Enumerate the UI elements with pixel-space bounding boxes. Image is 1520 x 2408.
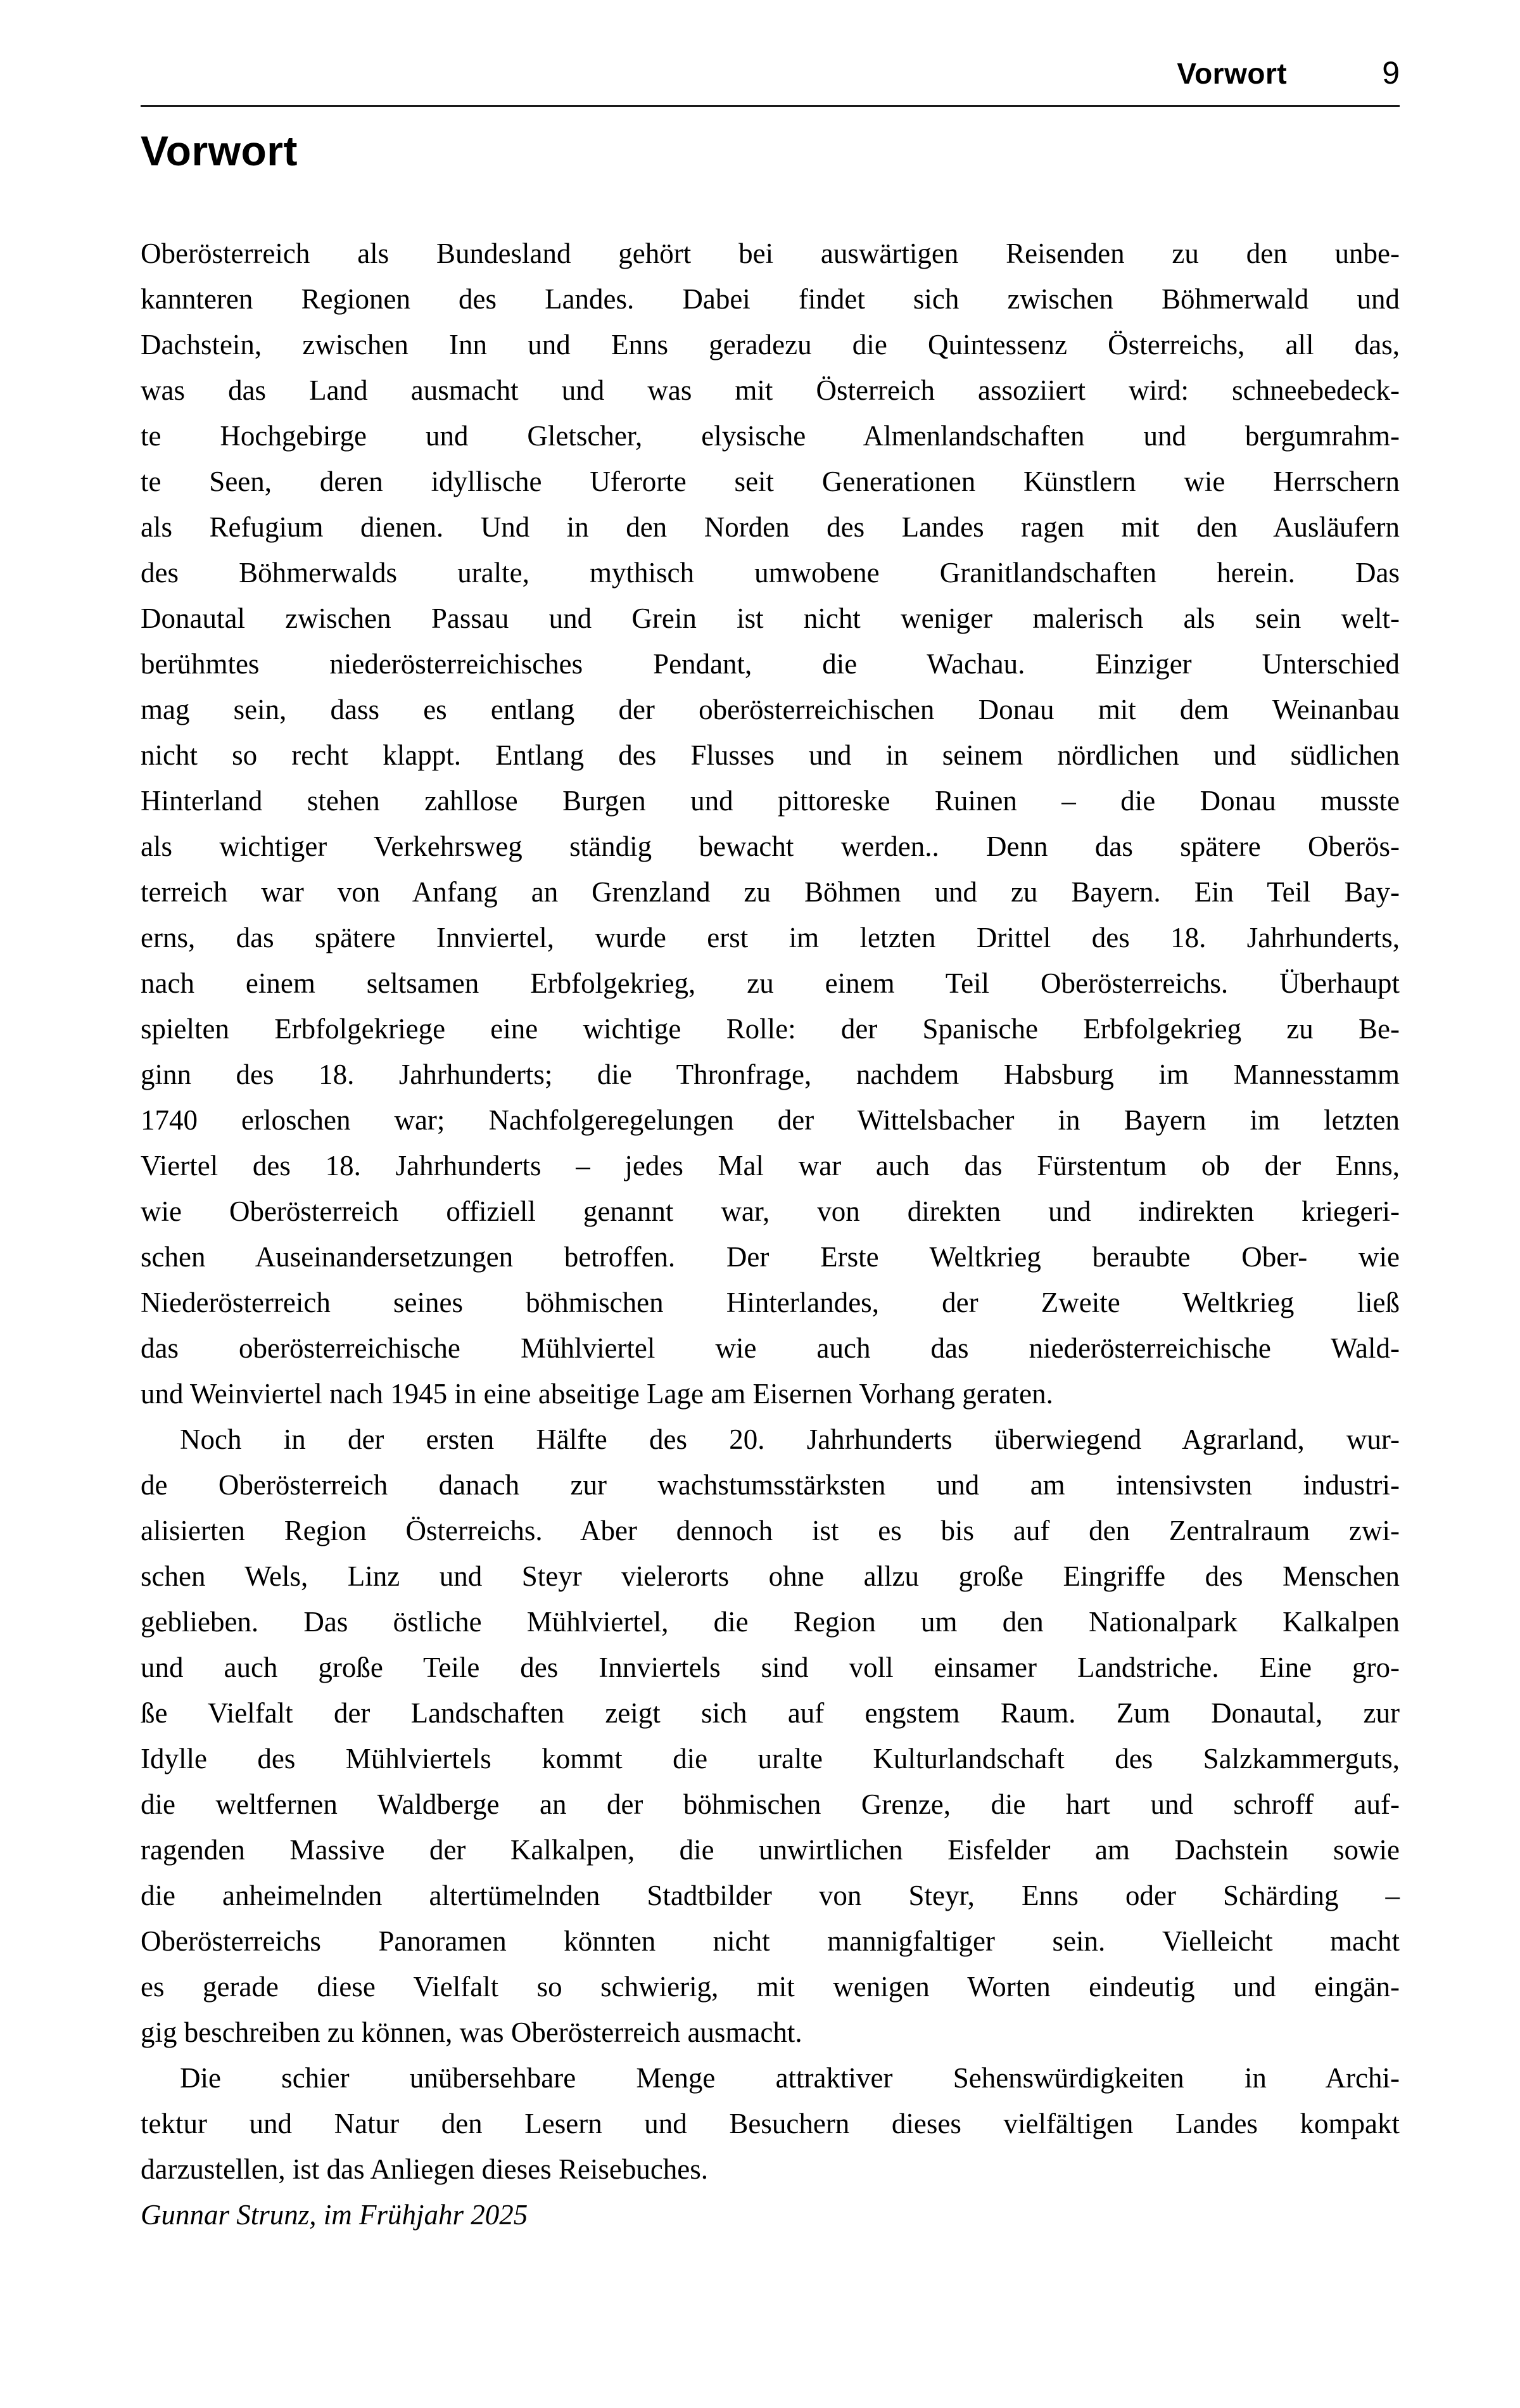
text-line: und auch große Teile des Innviertels sind voll einsamer Landstriche. Eine gro- [141,1652,1400,1683]
text-line: nicht so recht klappt. Entlang des Flusses und in seinem nördlichen und südlichen [141,739,1400,771]
text-line: erns, das spätere Innviertel, wurde erst im letzten Drittel des 18. Jahrhunderts, [141,922,1400,953]
header-rule [141,105,1400,107]
text-line: terreich war von Anfang an Grenzland zu Böhmen und zu Bayern. Ein Teil Bay- [141,876,1400,908]
text-line: und Weinviertel nach 1945 in eine abseitige Lage am Eisernen Vorhang geraten. [141,1378,1053,1410]
paragraph [141,231,1400,1417]
text-line: darzustellen, ist das Anliegen dieses Reisebuches. [141,2153,709,2185]
text-line: als Refugium dienen. Und in den Norden des Landes ragen mit den Ausläufern [141,511,1400,543]
text-line: Oberösterreich als Bundesland gehört bei auswärtigen Reisenden zu den unbe- [141,238,1400,269]
paragraph [141,1417,1400,2055]
text-line: ragenden Massive der Kalkalpen, die unwirtlichen Eisfelder am Dachstein sowie [141,1834,1400,1866]
text-line: kannteren Regionen des Landes. Dabei findet sich zwischen Böhmerwald und [141,283,1400,315]
text-line: Idylle des Mühlviertels kommt die uralte Kulturlandschaft des Salzkammerguts, [141,1743,1400,1774]
paragraph [141,2192,1400,2238]
text-line: Niederösterreich seines böhmischen Hinterlandes, der Zweite Weltkrieg ließ [141,1287,1400,1318]
text-line: spielten Erbfolgekriege eine wichtige Rolle: der Spanische Erbfolgekrieg zu Be- [141,1013,1400,1045]
text-line: die weltfernen Waldberge an der böhmischen Grenze, die hart und schroff auf- [141,1788,1400,1820]
text-line: als wichtiger Verkehrsweg ständig bewacht werden.. Denn das spätere Oberös- [141,831,1400,862]
text-line: Gunnar Strunz, im Frühjahr 2025 [141,2199,528,2231]
text-line: alisierten Region Österreichs. Aber dennoch ist es bis auf den Zentralraum zwi- [141,1515,1400,1546]
header-page-number: 9 [1382,55,1400,91]
text-line: geblieben. Das östliche Mühlviertel, die Region um den Nationalpark Kalkalpen [141,1606,1400,1638]
text-line: berühmtes niederösterreichisches Pendant, die Wachau. Einziger Unterschied [141,648,1400,680]
text-line: tektur und Natur den Lesern und Besuchern dieses vielfältigen Landes kompakt [141,2108,1400,2139]
text-line: Noch in der ersten Hälfte des 20. Jahrhunderts überwiegend Agrarland, wur- [180,1424,1400,1455]
text-line: de Oberösterreich danach zur wachstumsstärksten und am intensivsten industri- [141,1469,1400,1501]
text-line: was das Land ausmacht und was mit Österreich assoziiert wird: schneebedeck- [141,374,1400,406]
text-line: schen Wels, Linz und Steyr vielerorts ohne allzu große Eingriffe des Menschen [141,1560,1400,1592]
text-line: Hinterland stehen zahllose Burgen und pittoreske Ruinen – die Donau musste [141,785,1400,817]
text-line: Viertel des 18. Jahrhunderts – jedes Mal war auch das Fürstentum ob der Enns, [141,1150,1400,1182]
text-line: Die schier unübersehbare Menge attraktiver Sehenswürdigkeiten in Archi- [180,2062,1400,2094]
text-line: wie Oberösterreich offiziell genannt war, von direkten und indirekten kriegeri- [141,1195,1400,1227]
text-line: Dachstein, zwischen Inn und Enns geradezu die Quintessenz Österreichs, all das, [141,329,1400,360]
text-line: te Seen, deren idyllische Uferorte seit Generationen Künstlern wie Herrschern [141,466,1400,497]
text-line: schen Auseinandersetzungen betroffen. Der Erste Weltkrieg beraubte Ober- wie [141,1241,1400,1273]
paragraph [141,2055,1400,2192]
text-line: gig beschreiben zu können, was Oberösterreich ausmacht. [141,2016,802,2048]
text-line: Donautal zwischen Passau und Grein ist nicht weniger malerisch als sein welt- [141,602,1400,634]
text-line: Oberösterreichs Panoramen könnten nicht mannigfaltiger sein. Vielleicht macht [141,1925,1400,1957]
text-line: 1740 erloschen war; Nachfolgeregelungen der Wittelsbacher in Bayern im letzten [141,1104,1400,1136]
text-line: ginn des 18. Jahrhunderts; die Thronfrage, nachdem Habsburg im Mannesstamm [141,1059,1400,1090]
page-title: Vorwort [141,127,298,174]
text-line: das oberösterreichische Mühlviertel wie auch das niederösterreichische Wald- [141,1332,1400,1364]
text-line: es gerade diese Vielfalt so schwierig, mit wenigen Worten eindeutig und eingän- [141,1971,1400,2003]
text-line: nach einem seltsamen Erbfolgekrieg, zu einem Teil Oberösterreichs. Überhaupt [141,967,1400,999]
text-line: ße Vielfalt der Landschaften zeigt sich auf engstem Raum. Zum Donautal, zur [141,1697,1400,1729]
text-line: des Böhmerwalds uralte, mythisch umwobene Granitlandschaften herein. Das [141,557,1400,589]
header-section-label: Vorwort [1177,57,1288,90]
body-text [141,231,1400,2238]
text-line: te Hochgebirge und Gletscher, elysische Almenlandschaften und bergumrahm- [141,420,1400,452]
running-head [141,54,1400,91]
text-line: mag sein, dass es entlang der oberösterreichischen Donau mit dem Weinanbau [141,694,1400,725]
text-line: die anheimelnden altertümelnden Stadtbilder von Steyr, Enns oder Schärding – [141,1880,1400,1911]
